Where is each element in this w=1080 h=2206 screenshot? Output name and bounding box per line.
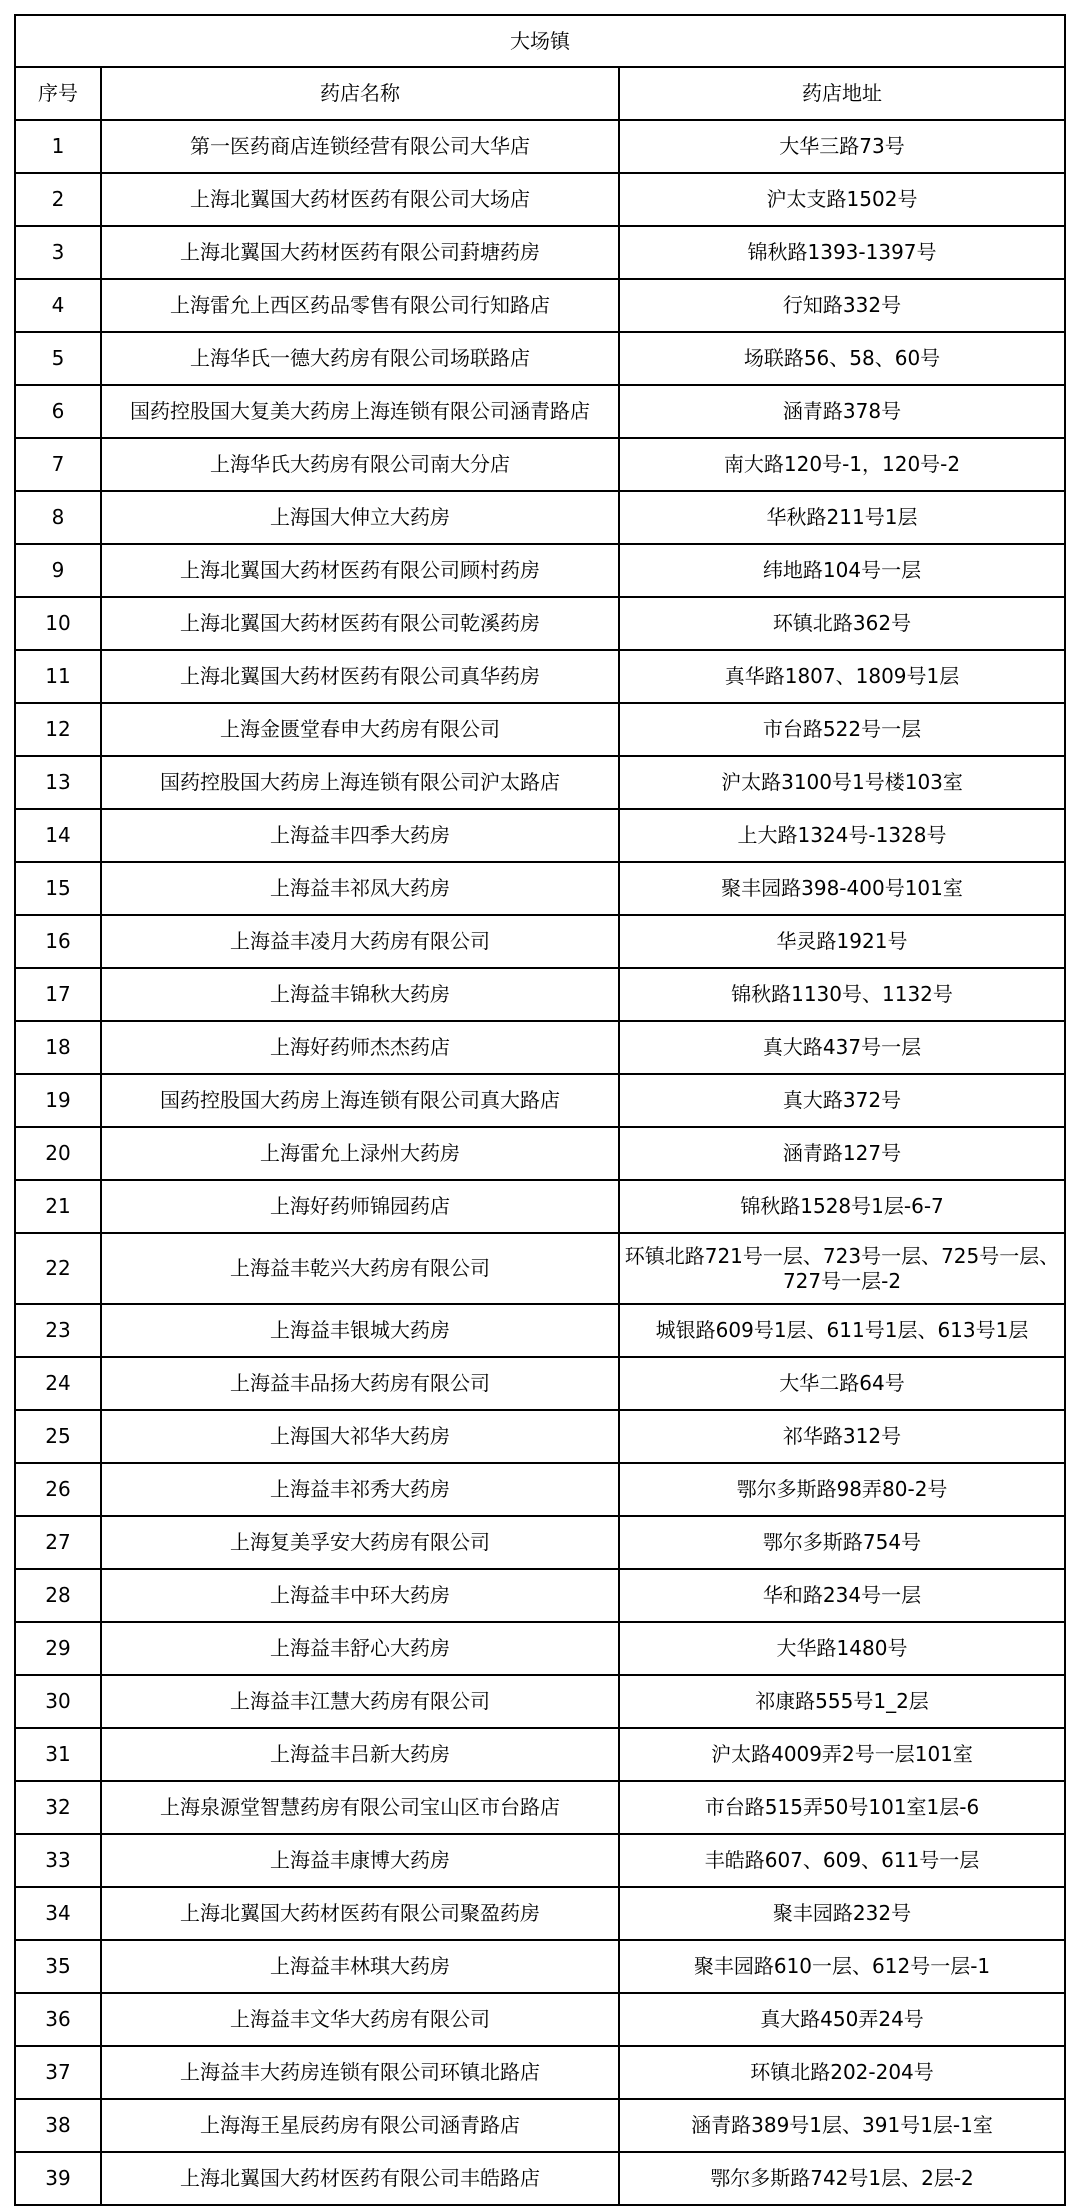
pharmacy-name: 上海益丰四季大药房 bbox=[101, 809, 619, 862]
table-row bbox=[15, 385, 1065, 438]
pharmacy-address: 锦秋路1528号1层-6-7 bbox=[619, 1180, 1065, 1233]
pharmacy-address: 场联路56、58、60号 bbox=[619, 332, 1065, 385]
row-number: 30 bbox=[15, 1675, 101, 1728]
row-number: 13 bbox=[15, 756, 101, 809]
table-row bbox=[15, 1834, 1065, 1887]
pharmacy-name: 上海益丰锦秋大药房 bbox=[101, 968, 619, 1021]
pharmacy-name: 上海北翼国大药材医药有限公司葑塘药房 bbox=[101, 226, 619, 279]
row-number: 31 bbox=[15, 1728, 101, 1781]
row-number: 35 bbox=[15, 1940, 101, 1993]
row-number: 11 bbox=[15, 650, 101, 703]
pharmacy-name: 上海国大祁华大药房 bbox=[101, 1410, 619, 1463]
header-number: 序号 bbox=[15, 67, 101, 120]
table-row bbox=[15, 544, 1065, 597]
row-number: 22 bbox=[15, 1233, 101, 1304]
pharmacy-name: 上海雷允上西区药品零售有限公司行知路店 bbox=[101, 279, 619, 332]
pharmacy-address: 聚丰园路398-400号101室 bbox=[619, 862, 1065, 915]
row-number: 19 bbox=[15, 1074, 101, 1127]
row-number: 15 bbox=[15, 862, 101, 915]
table-row bbox=[15, 862, 1065, 915]
table-row bbox=[15, 1887, 1065, 1940]
row-number: 26 bbox=[15, 1463, 101, 1516]
table-row bbox=[15, 1569, 1065, 1622]
pharmacy-name: 上海复美孚安大药房有限公司 bbox=[101, 1516, 619, 1569]
pharmacy-address: 沪太支路1502号 bbox=[619, 173, 1065, 226]
row-number: 1 bbox=[15, 120, 101, 173]
pharmacy-address: 祁华路312号 bbox=[619, 1410, 1065, 1463]
pharmacy-name: 上海华氏大药房有限公司南大分店 bbox=[101, 438, 619, 491]
pharmacy-name: 上海益丰文华大药房有限公司 bbox=[101, 1993, 619, 2046]
row-number: 6 bbox=[15, 385, 101, 438]
table-row bbox=[15, 1516, 1065, 1569]
pharmacy-name: 国药控股国大药房上海连锁有限公司沪太路店 bbox=[101, 756, 619, 809]
table-row bbox=[15, 1410, 1065, 1463]
row-number: 7 bbox=[15, 438, 101, 491]
pharmacy-address: 环镇北路202-204号 bbox=[619, 2046, 1065, 2099]
row-number: 3 bbox=[15, 226, 101, 279]
pharmacy-address: 鄂尔多斯路742号1层、2层-2 bbox=[619, 2152, 1065, 2205]
pharmacy-name: 上海益丰乾兴大药房有限公司 bbox=[101, 1233, 619, 1304]
row-number: 27 bbox=[15, 1516, 101, 1569]
row-number: 17 bbox=[15, 968, 101, 1021]
pharmacy-address: 环镇北路721号一层、723号一层、725号一层、727号一层-2 bbox=[619, 1233, 1065, 1304]
pharmacy-name: 第一医药商店连锁经营有限公司大华店 bbox=[101, 120, 619, 173]
pharmacy-address: 华和路234号一层 bbox=[619, 1569, 1065, 1622]
pharmacy-name: 国药控股国大药房上海连锁有限公司真大路店 bbox=[101, 1074, 619, 1127]
row-number: 8 bbox=[15, 491, 101, 544]
pharmacy-name: 上海北翼国大药材医药有限公司丰皓路店 bbox=[101, 2152, 619, 2205]
row-number: 16 bbox=[15, 915, 101, 968]
table-row bbox=[15, 1021, 1065, 1074]
pharmacy-address: 行知路332号 bbox=[619, 279, 1065, 332]
row-number: 21 bbox=[15, 1180, 101, 1233]
pharmacy-address: 环镇北路362号 bbox=[619, 597, 1065, 650]
table-row bbox=[15, 120, 1065, 173]
pharmacy-name: 上海华氏一德大药房有限公司场联路店 bbox=[101, 332, 619, 385]
row-number: 32 bbox=[15, 1781, 101, 1834]
pharmacy-table-sheet bbox=[14, 14, 1064, 2206]
table-title-row bbox=[15, 15, 1065, 67]
row-number: 14 bbox=[15, 809, 101, 862]
pharmacy-address: 祁康路555号1_2层 bbox=[619, 1675, 1065, 1728]
table-row bbox=[15, 1781, 1065, 1834]
pharmacy-address: 华灵路1921号 bbox=[619, 915, 1065, 968]
pharmacy-name: 上海益丰康博大药房 bbox=[101, 1834, 619, 1887]
pharmacy-address: 南大路120号-1，120号-2 bbox=[619, 438, 1065, 491]
pharmacy-address: 市台路522号一层 bbox=[619, 703, 1065, 756]
pharmacy-name: 国药控股国大复美大药房上海连锁有限公司涵青路店 bbox=[101, 385, 619, 438]
table-row bbox=[15, 1233, 1065, 1304]
table-row bbox=[15, 1728, 1065, 1781]
pharmacy-name: 上海北翼国大药材医药有限公司聚盈药房 bbox=[101, 1887, 619, 1940]
pharmacy-address: 纬地路104号一层 bbox=[619, 544, 1065, 597]
table-row bbox=[15, 650, 1065, 703]
table-row bbox=[15, 756, 1065, 809]
row-number: 38 bbox=[15, 2099, 101, 2152]
table-title: 大场镇 bbox=[15, 15, 1065, 67]
pharmacy-address: 聚丰园路232号 bbox=[619, 1887, 1065, 1940]
pharmacy-name: 上海益丰祁凤大药房 bbox=[101, 862, 619, 915]
pharmacy-address: 市台路515弄50号101室1层-6 bbox=[619, 1781, 1065, 1834]
pharmacy-address: 丰皓路607、609、611号一层 bbox=[619, 1834, 1065, 1887]
table-row bbox=[15, 1940, 1065, 1993]
row-number: 33 bbox=[15, 1834, 101, 1887]
row-number: 29 bbox=[15, 1622, 101, 1675]
pharmacy-address: 涵青路127号 bbox=[619, 1127, 1065, 1180]
pharmacy-name: 上海益丰林琪大药房 bbox=[101, 1940, 619, 1993]
pharmacy-name: 上海好药师杰杰药店 bbox=[101, 1021, 619, 1074]
table-row bbox=[15, 1993, 1065, 2046]
pharmacy-name: 上海海王星辰药房有限公司涵青路店 bbox=[101, 2099, 619, 2152]
pharmacy-name: 上海泉源堂智慧药房有限公司宝山区市台路店 bbox=[101, 1781, 619, 1834]
table-row bbox=[15, 1675, 1065, 1728]
row-number: 23 bbox=[15, 1304, 101, 1357]
row-number: 24 bbox=[15, 1357, 101, 1410]
pharmacy-name: 上海益丰凌月大药房有限公司 bbox=[101, 915, 619, 968]
row-number: 5 bbox=[15, 332, 101, 385]
row-number: 36 bbox=[15, 1993, 101, 2046]
pharmacy-address: 沪太路4009弄2号一层101室 bbox=[619, 1728, 1065, 1781]
pharmacy-address: 涵青路389号1层、391号1层-1室 bbox=[619, 2099, 1065, 2152]
pharmacy-address: 涵青路378号 bbox=[619, 385, 1065, 438]
table-row bbox=[15, 703, 1065, 756]
pharmacy-address: 聚丰园路610一层、612号一层-1 bbox=[619, 1940, 1065, 1993]
pharmacy-address: 真大路372号 bbox=[619, 1074, 1065, 1127]
pharmacy-name: 上海北翼国大药材医药有限公司大场店 bbox=[101, 173, 619, 226]
table-row bbox=[15, 597, 1065, 650]
row-number: 28 bbox=[15, 1569, 101, 1622]
pharmacy-address: 大华路1480号 bbox=[619, 1622, 1065, 1675]
pharmacy-name: 上海益丰舒心大药房 bbox=[101, 1622, 619, 1675]
row-number: 10 bbox=[15, 597, 101, 650]
pharmacy-address: 真华路1807、1809号1层 bbox=[619, 650, 1065, 703]
pharmacy-name: 上海益丰祁秀大药房 bbox=[101, 1463, 619, 1516]
table-row bbox=[15, 173, 1065, 226]
pharmacy-address: 沪太路3100号1号楼103室 bbox=[619, 756, 1065, 809]
pharmacy-name: 上海北翼国大药材医药有限公司真华药房 bbox=[101, 650, 619, 703]
table-row bbox=[15, 1463, 1065, 1516]
row-number: 25 bbox=[15, 1410, 101, 1463]
table-row bbox=[15, 809, 1065, 862]
table-row bbox=[15, 968, 1065, 1021]
pharmacy-address: 真大路437号一层 bbox=[619, 1021, 1065, 1074]
table-row bbox=[15, 438, 1065, 491]
pharmacy-address: 华秋路211号1层 bbox=[619, 491, 1065, 544]
table-row bbox=[15, 279, 1065, 332]
pharmacy-name: 上海益丰江慧大药房有限公司 bbox=[101, 1675, 619, 1728]
pharmacy-name: 上海益丰品扬大药房有限公司 bbox=[101, 1357, 619, 1410]
pharmacy-name: 上海北翼国大药材医药有限公司乾溪药房 bbox=[101, 597, 619, 650]
row-number: 18 bbox=[15, 1021, 101, 1074]
pharmacy-address: 上大路1324号-1328号 bbox=[619, 809, 1065, 862]
pharmacy-name: 上海益丰大药房连锁有限公司环镇北路店 bbox=[101, 2046, 619, 2099]
pharmacy-table bbox=[14, 14, 1066, 2206]
pharmacy-address: 锦秋路1393-1397号 bbox=[619, 226, 1065, 279]
table-row bbox=[15, 1127, 1065, 1180]
pharmacy-name: 上海雷允上渌州大药房 bbox=[101, 1127, 619, 1180]
header-pharmacy-address: 药店地址 bbox=[619, 67, 1065, 120]
row-number: 2 bbox=[15, 173, 101, 226]
pharmacy-name: 上海金匮堂春申大药房有限公司 bbox=[101, 703, 619, 756]
pharmacy-address: 鄂尔多斯路98弄80-2号 bbox=[619, 1463, 1065, 1516]
pharmacy-address: 城银路609号1层、611号1层、613号1层 bbox=[619, 1304, 1065, 1357]
pharmacy-name: 上海好药师锦园药店 bbox=[101, 1180, 619, 1233]
row-number: 9 bbox=[15, 544, 101, 597]
table-row bbox=[15, 332, 1065, 385]
row-number: 37 bbox=[15, 2046, 101, 2099]
pharmacy-address: 鄂尔多斯路754号 bbox=[619, 1516, 1065, 1569]
pharmacy-name: 上海益丰中环大药房 bbox=[101, 1569, 619, 1622]
pharmacy-name: 上海益丰银城大药房 bbox=[101, 1304, 619, 1357]
pharmacy-address: 大华三路73号 bbox=[619, 120, 1065, 173]
pharmacy-address: 锦秋路1130号、1132号 bbox=[619, 968, 1065, 1021]
row-number: 12 bbox=[15, 703, 101, 756]
row-number: 4 bbox=[15, 279, 101, 332]
table-row bbox=[15, 2046, 1065, 2099]
pharmacy-address: 大华二路64号 bbox=[619, 1357, 1065, 1410]
table-row bbox=[15, 915, 1065, 968]
table-row bbox=[15, 491, 1065, 544]
pharmacy-name: 上海北翼国大药材医药有限公司顾村药房 bbox=[101, 544, 619, 597]
table-header-row bbox=[15, 67, 1065, 120]
table-row bbox=[15, 1357, 1065, 1410]
table-row bbox=[15, 2152, 1065, 2205]
pharmacy-name: 上海益丰吕新大药房 bbox=[101, 1728, 619, 1781]
table-row bbox=[15, 1180, 1065, 1233]
pharmacy-address: 真大路450弄24号 bbox=[619, 1993, 1065, 2046]
table-row bbox=[15, 1304, 1065, 1357]
table-row bbox=[15, 1622, 1065, 1675]
table-row bbox=[15, 1074, 1065, 1127]
row-number: 34 bbox=[15, 1887, 101, 1940]
table-row bbox=[15, 2099, 1065, 2152]
pharmacy-name: 上海国大伸立大药房 bbox=[101, 491, 619, 544]
table-row bbox=[15, 226, 1065, 279]
row-number: 20 bbox=[15, 1127, 101, 1180]
row-number: 39 bbox=[15, 2152, 101, 2205]
header-pharmacy-name: 药店名称 bbox=[101, 67, 619, 120]
